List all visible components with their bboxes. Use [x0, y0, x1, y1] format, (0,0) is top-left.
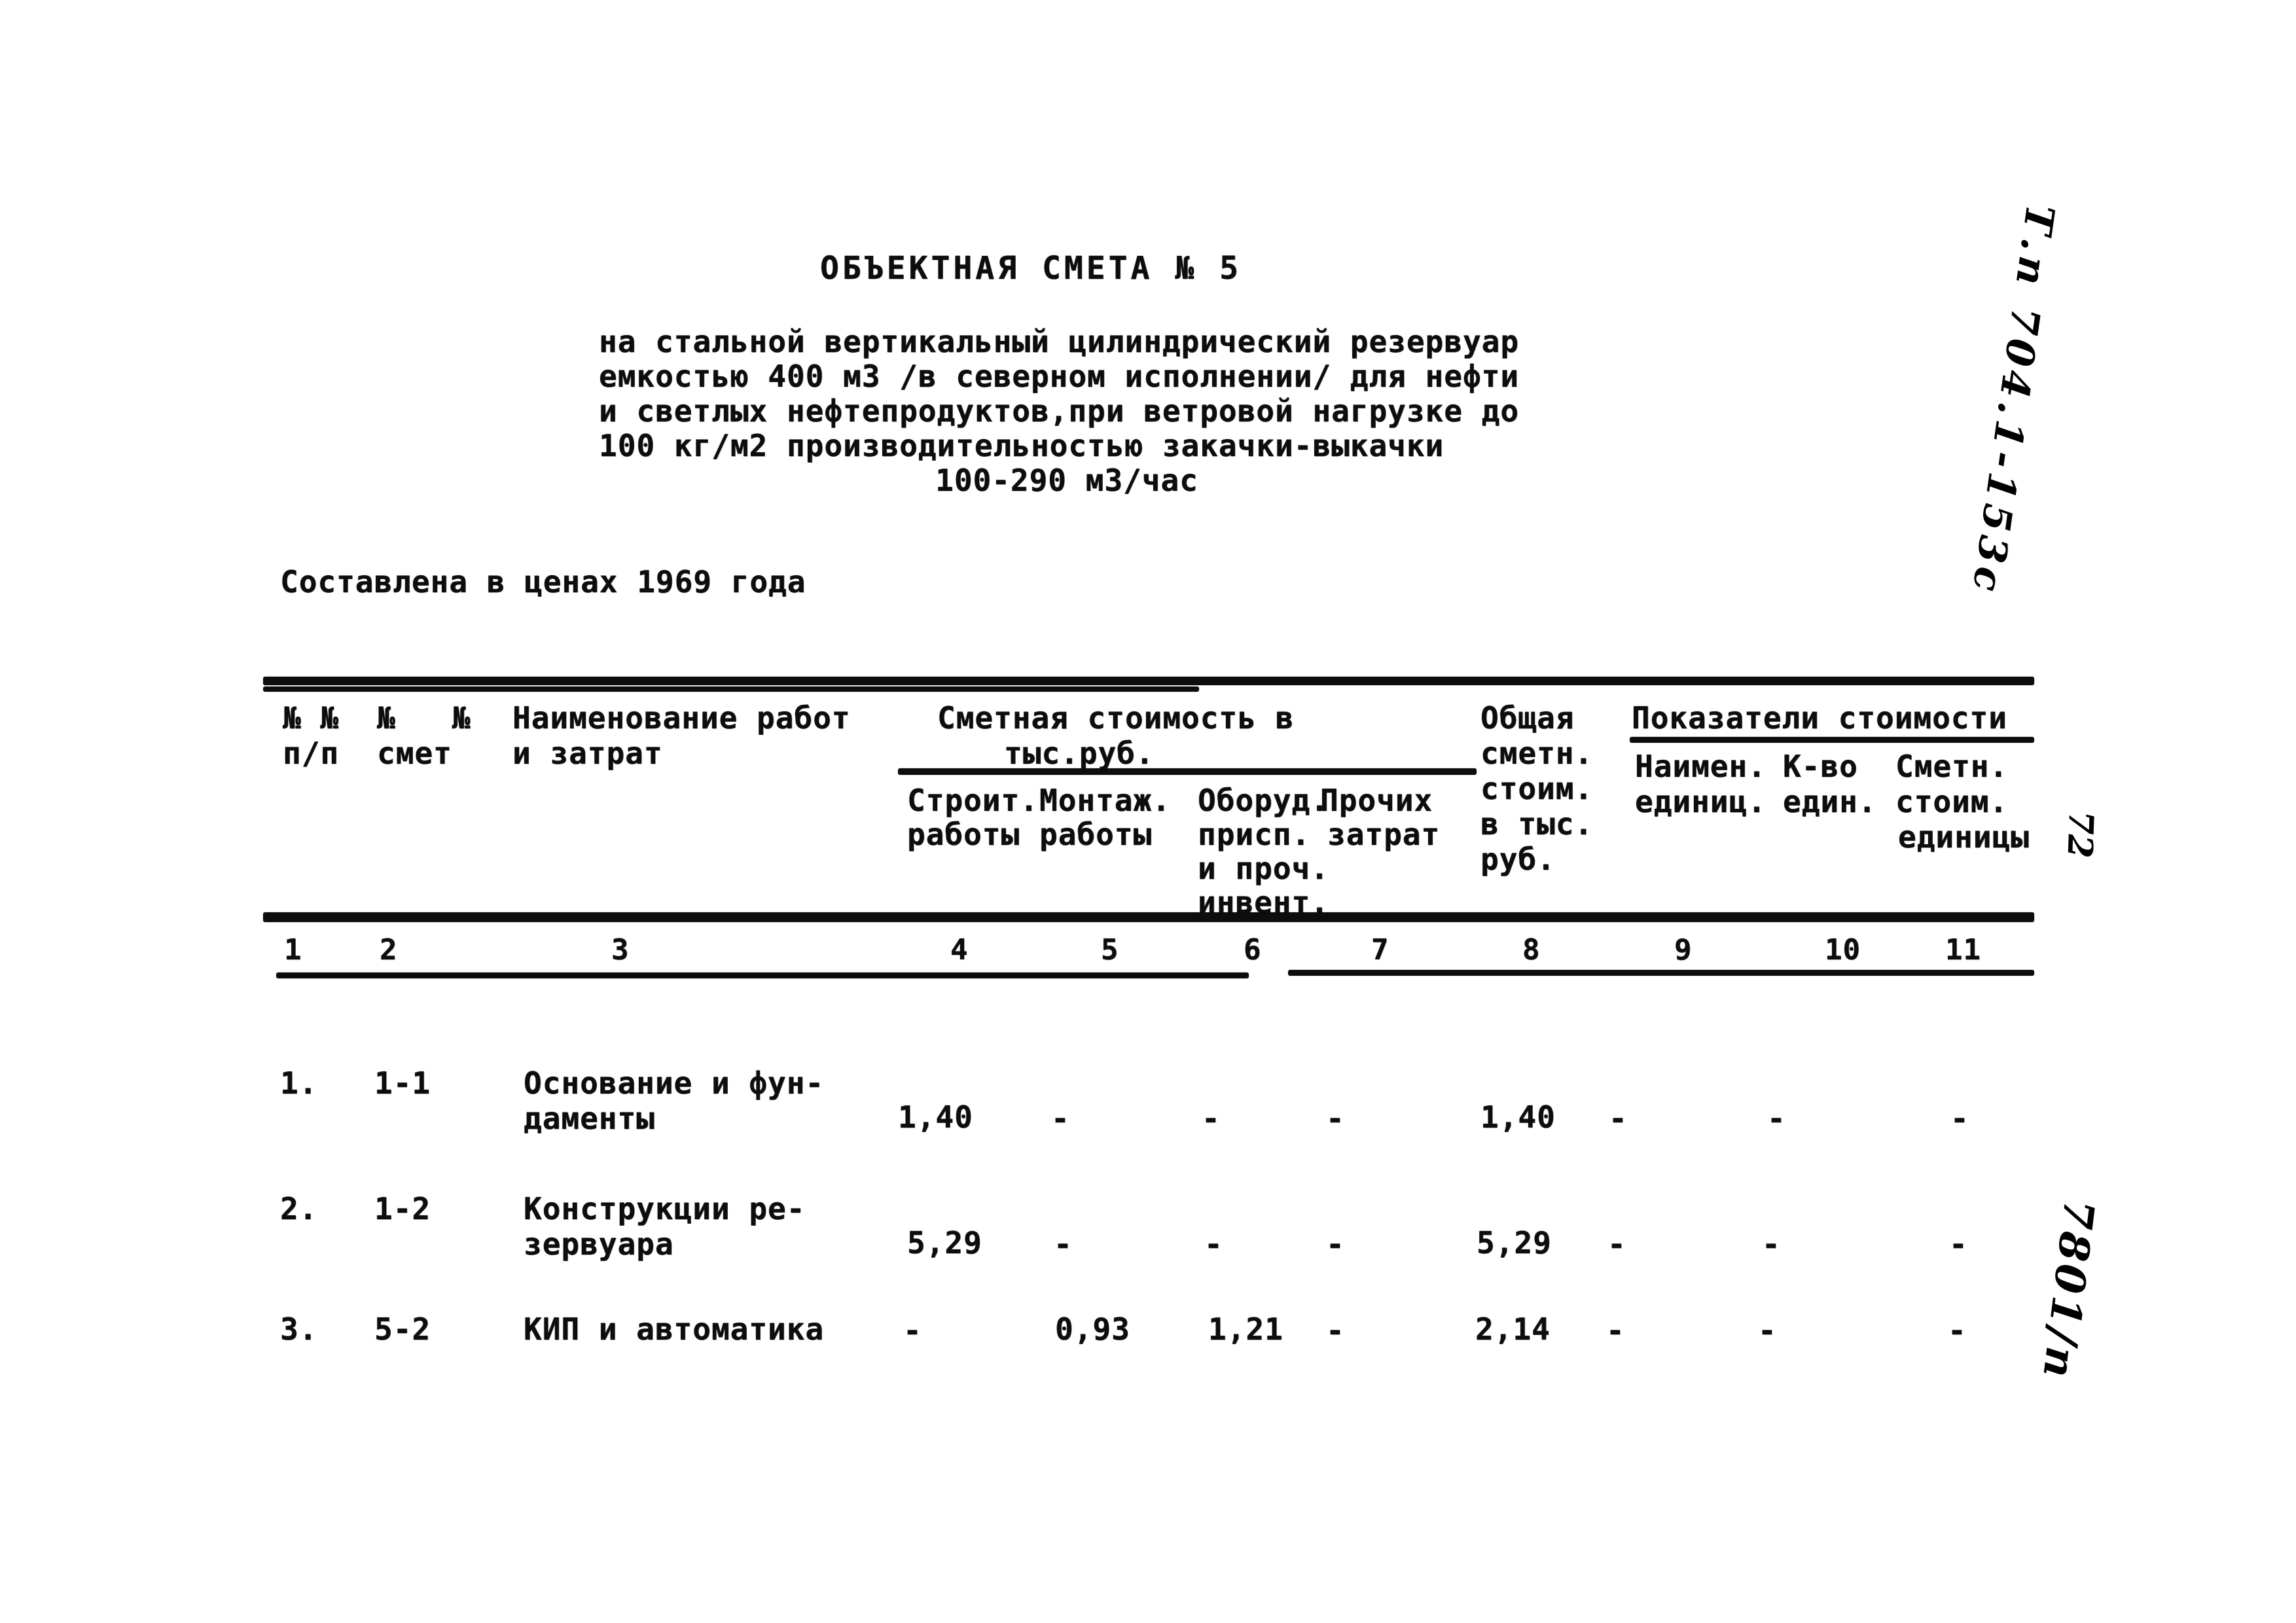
row3-num: 3. — [280, 1311, 318, 1347]
row2-col10: - — [1762, 1226, 1781, 1262]
table-top-rule-double — [263, 687, 1199, 692]
header-col11-line1: Сметн. — [1895, 749, 2009, 784]
header-bottom-rule — [263, 912, 2034, 922]
row2-estimate: 1-2 — [374, 1191, 431, 1226]
row3-col4: - — [903, 1313, 922, 1348]
header-col11-line2: стоим. — [1895, 784, 2009, 819]
row1-col8: 1,40 — [1480, 1099, 1556, 1135]
row3-col6: 1,21 — [1208, 1311, 1283, 1347]
row3-name-line1: КИП и автоматика — [524, 1311, 825, 1347]
header-col5-line2: работы — [1039, 817, 1153, 852]
row3-estimate: 5-2 — [374, 1311, 431, 1347]
colnum-bottom-rule-left — [276, 972, 1249, 978]
row1-num: 1. — [280, 1065, 318, 1101]
header-col3-line1: Наименование работ — [512, 700, 851, 736]
page-title: ОБЪЕКТНАЯ СМЕТА № 5 — [819, 250, 1242, 287]
header-col1-line1: № № — [283, 700, 340, 736]
row2-col7: - — [1326, 1226, 1345, 1262]
row1-col11: - — [1950, 1101, 1969, 1136]
column-number-9: 9 — [1674, 933, 1693, 967]
header-col1-line2: п/п — [283, 736, 340, 771]
row1-name-line1: Основание и фун- — [524, 1065, 825, 1101]
row2-num: 2. — [280, 1191, 318, 1226]
header-cost-group-line2: тыс.руб. — [1004, 736, 1155, 771]
column-number-1: 1 — [284, 933, 302, 967]
column-number-8: 8 — [1522, 933, 1541, 967]
header-col10-line2: един. — [1783, 784, 1877, 819]
indicators-group-rule — [1630, 737, 2034, 743]
header-col2-line2: смет — [377, 736, 452, 771]
column-number-10: 10 — [1825, 933, 1861, 967]
colnum-bottom-rule-right — [1288, 970, 2034, 976]
row2-name-line2: зервуара — [524, 1226, 674, 1262]
row2-col4: 5,29 — [907, 1225, 982, 1260]
row1-col6: - — [1202, 1101, 1221, 1136]
column-number-2: 2 — [380, 933, 398, 967]
header-col6-line1: Оборуд. — [1198, 783, 1329, 818]
header-cost-group-line1: Сметная стоимость в — [937, 700, 1295, 736]
handwritten-inventory-code: 7801/п — [2032, 1196, 2104, 1383]
row1-estimate: 1-1 — [374, 1065, 431, 1101]
column-number-4: 4 — [950, 933, 969, 967]
header-col9-line1: Наимен. — [1635, 749, 1767, 784]
subtitle-line: 100-290 м3/час — [935, 463, 1198, 498]
row3-col11: - — [1948, 1313, 1967, 1348]
row2-col5: - — [1054, 1226, 1073, 1262]
handwritten-project-code: Т.п 704.1-153с — [1962, 202, 2063, 599]
row1-col4: 1,40 — [898, 1099, 973, 1135]
header-col7-line2: затрат — [1327, 817, 1441, 852]
header-col8-line4: в тыс. — [1480, 806, 1594, 842]
header-col8-line1: Общая — [1480, 700, 1575, 736]
subtitle-line: и светлых нефтепродуктов,при ветровой нагрузке до — [599, 393, 1520, 429]
column-number-3: 3 — [611, 933, 630, 967]
row2-name-line1: Конструкции ре- — [524, 1191, 806, 1226]
header-col11-line3: единицы — [1898, 819, 2030, 855]
row3-col10: - — [1758, 1313, 1777, 1348]
handwritten-page-number: 72 — [2059, 810, 2101, 859]
row1-name-line2: даменты — [524, 1101, 655, 1136]
row3-col7: - — [1326, 1313, 1345, 1348]
header-col3-line2: и затрат — [512, 736, 663, 771]
header-col8-line2: сметн. — [1480, 736, 1594, 771]
header-indicators-group: Показатели стоимости — [1632, 700, 2007, 736]
header-col6-line3: и проч. — [1198, 851, 1329, 886]
table-top-rule — [263, 677, 2034, 685]
row3-col5: 0,93 — [1055, 1311, 1130, 1347]
header-col6-line4: инвент. — [1198, 885, 1329, 920]
row1-col5: - — [1051, 1101, 1070, 1136]
header-col4-line2: работы — [907, 817, 1020, 852]
row2-col8: 5,29 — [1477, 1225, 1552, 1260]
column-number-6: 6 — [1244, 933, 1262, 967]
header-col10-line1: К-во — [1783, 749, 1858, 784]
column-number-11: 11 — [1945, 933, 1981, 967]
row1-col7: - — [1326, 1101, 1345, 1136]
header-col7-line1: Прочих — [1320, 783, 1433, 818]
row2-col11: - — [1949, 1226, 1968, 1262]
header-col8-line3: стоим. — [1480, 771, 1594, 806]
row2-col6: - — [1204, 1226, 1223, 1262]
header-col8-line5: руб. — [1480, 842, 1556, 877]
row1-col10: - — [1767, 1101, 1786, 1136]
prices-note: Составлена в ценах 1969 года — [280, 564, 806, 599]
subtitle-line: на стальной вертикальный цилиндрический резервуар — [599, 324, 1520, 359]
subtitle-line: емкостью 400 м3 /в северном исполнении/ для нефти — [599, 359, 1520, 394]
row1-col9: - — [1609, 1101, 1628, 1136]
header-col6-line2: присп. — [1198, 817, 1311, 852]
subtitle-line: 100 кг/м2 производительностью закачки-выкачки — [599, 428, 1444, 463]
header-col2-line1: № № — [377, 700, 471, 736]
header-col5-line1: Монтаж. — [1039, 783, 1171, 818]
column-number-7: 7 — [1371, 933, 1390, 967]
header-col4-line1: Строит. — [907, 783, 1039, 818]
row3-col8: 2,14 — [1475, 1311, 1551, 1347]
row3-col9: - — [1606, 1313, 1625, 1348]
cost-group-rule — [898, 768, 1477, 775]
column-number-5: 5 — [1101, 933, 1119, 967]
header-col9-line2: единиц. — [1635, 784, 1767, 819]
row2-col9: - — [1607, 1226, 1626, 1262]
